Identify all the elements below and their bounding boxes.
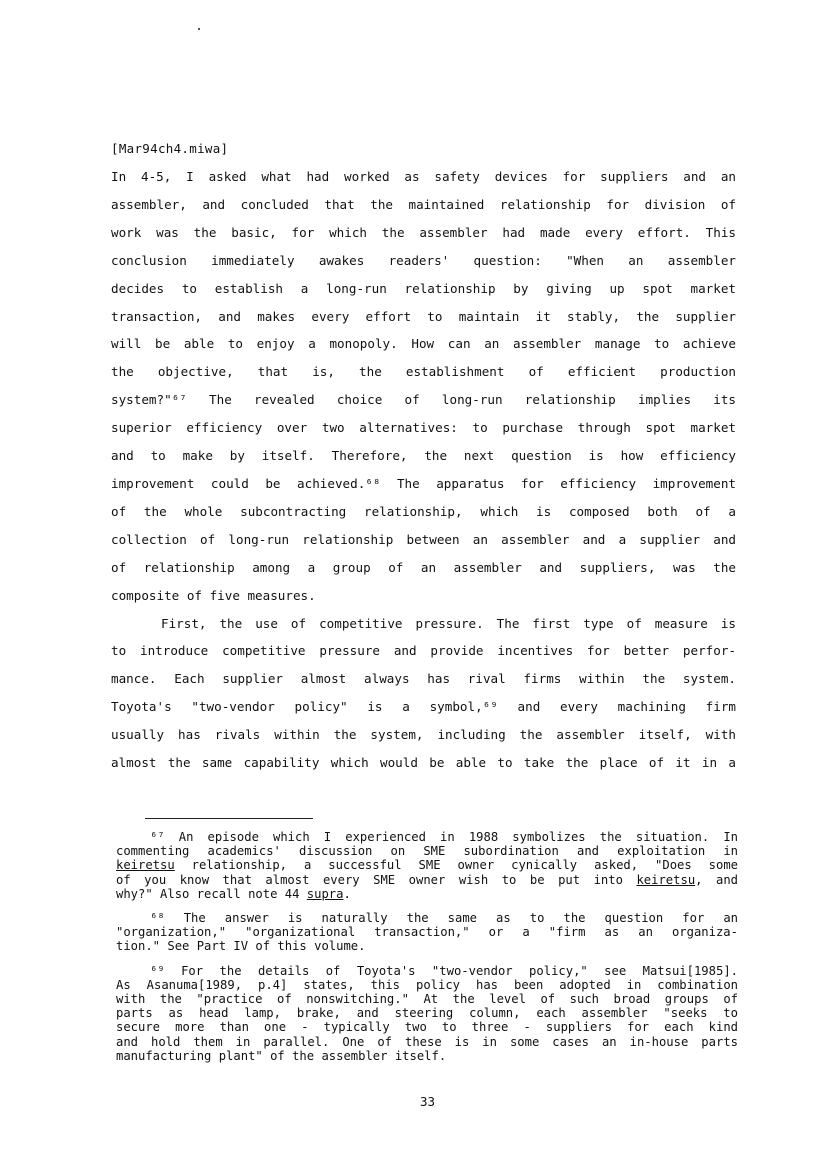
text-line: work was the basic, for which the assembler had made every effort. This	[111, 224, 736, 240]
text-line: almost the same capability which would be able to take the place of it in a	[111, 755, 736, 771]
text-line: of the whole subcontracting relationship, which is composed both of a	[111, 503, 736, 519]
footnote-line: ⁶⁸ The answer is naturally the same as to the question for an	[150, 911, 738, 926]
text-line: collection of long-run relationship between an assembler and a supplier and	[111, 531, 736, 547]
text-line: will be able to enjoy a monopoly. How can an assembler manage to achieve	[111, 336, 736, 352]
text-line: First, the use of competitive pressure. The first type of measure is	[161, 615, 736, 631]
underlined-term: keiretsu	[636, 872, 696, 887]
footnote-line: manufacturing plant" of the assembler itself.	[116, 1048, 447, 1063]
footnotes	[116, 830, 738, 1073]
footnote-line: parts as head lamp, brake, and steering column, each assembler "seeks to	[116, 1006, 738, 1021]
text-line: decides to establish a long-run relationship by giving up spot market	[111, 280, 736, 296]
text-line: system?"⁶⁷ The revealed choice of long-run relationship implies its	[111, 392, 736, 408]
scan-speck	[198, 28, 200, 30]
underlined-term: supra	[306, 886, 344, 901]
text-line: improvement could be achieved.⁶⁸ The apparatus for efficiency improvement	[111, 475, 736, 491]
text-line: assembler, and concluded that the maintained relationship for division of	[111, 196, 736, 212]
footnote-line: tion." See Part IV of this volume.	[116, 939, 366, 954]
text-line: Toyota's "two-vendor policy" is a symbol,⁶⁹ and every machining firm	[111, 699, 736, 715]
footnote-line: "organization," "organizational transaction," or a "firm as an organiza-	[116, 925, 738, 940]
footnote-separator	[145, 818, 313, 819]
text-line: to introduce competitive pressure and provide incentives for better perfor-	[111, 643, 736, 659]
text-line: transaction, and makes every effort to maintain it stably, the supplier	[111, 308, 736, 324]
text-line: of relationship among a group of an assembler and suppliers, was the	[111, 559, 736, 575]
footnote-69	[116, 964, 738, 1063]
text-line: mance. Each supplier almost always has rival firms within the system.	[111, 671, 736, 687]
footnote-line: and hold them in parallel. One of these is in some cases an in-house parts	[116, 1034, 738, 1049]
footnote-68	[116, 911, 738, 954]
footnote-line: As Asanuma[1989, p.4] states, this policy has been adopted in combination	[116, 977, 738, 992]
text-line: superior efficiency over two alternatives: to purchase through spot market	[111, 420, 736, 436]
footnote-line: with the "practice of nonswitching." At the level of such broad groups of	[116, 992, 738, 1007]
footnote-line: why?" Also recall note 44 supra.	[116, 886, 351, 901]
file-header: [Mar94ch4.miwa]	[111, 141, 229, 156]
page-number: 33	[420, 1094, 436, 1109]
paragraph-2	[111, 610, 736, 777]
text-line: the objective, that is, the establishment of efficient production	[111, 364, 736, 380]
text-line: composite of five measures.	[111, 587, 316, 603]
text-line: In 4-5, I asked what had worked as safety devices for suppliers and an	[111, 169, 736, 184]
text-line: usually has rivals within the system, including the assembler itself, with	[111, 727, 736, 743]
footnote-line: commenting academics' discussion on SME subordination and exploitation in	[116, 844, 738, 859]
paragraph-1	[111, 163, 736, 610]
text-line: conclusion immediately awakes readers' question: "When an assembler	[111, 252, 736, 268]
footnote-line: ⁶⁹ For the details of Toyota's "two-vendor policy," see Matsui[1985].	[150, 963, 738, 978]
footnote-line: keiretsu relationship, a successful SME owner cynically asked, "Does some	[116, 858, 738, 873]
underlined-term: keiretsu	[116, 858, 175, 873]
footnote-line: ⁶⁷ An episode which I experienced in 1988 symbolizes the situation. In	[150, 830, 738, 844]
body-text	[111, 163, 736, 777]
footnote-line: secure more than one - typically two to three - suppliers for each kind	[116, 1020, 738, 1035]
footnote-line: of you know that almost every SME owner wish to be put into keiretsu, and	[116, 872, 739, 887]
text-line: and to make by itself. Therefore, the next question is how efficiency	[111, 448, 736, 464]
footnote-67	[116, 830, 738, 901]
